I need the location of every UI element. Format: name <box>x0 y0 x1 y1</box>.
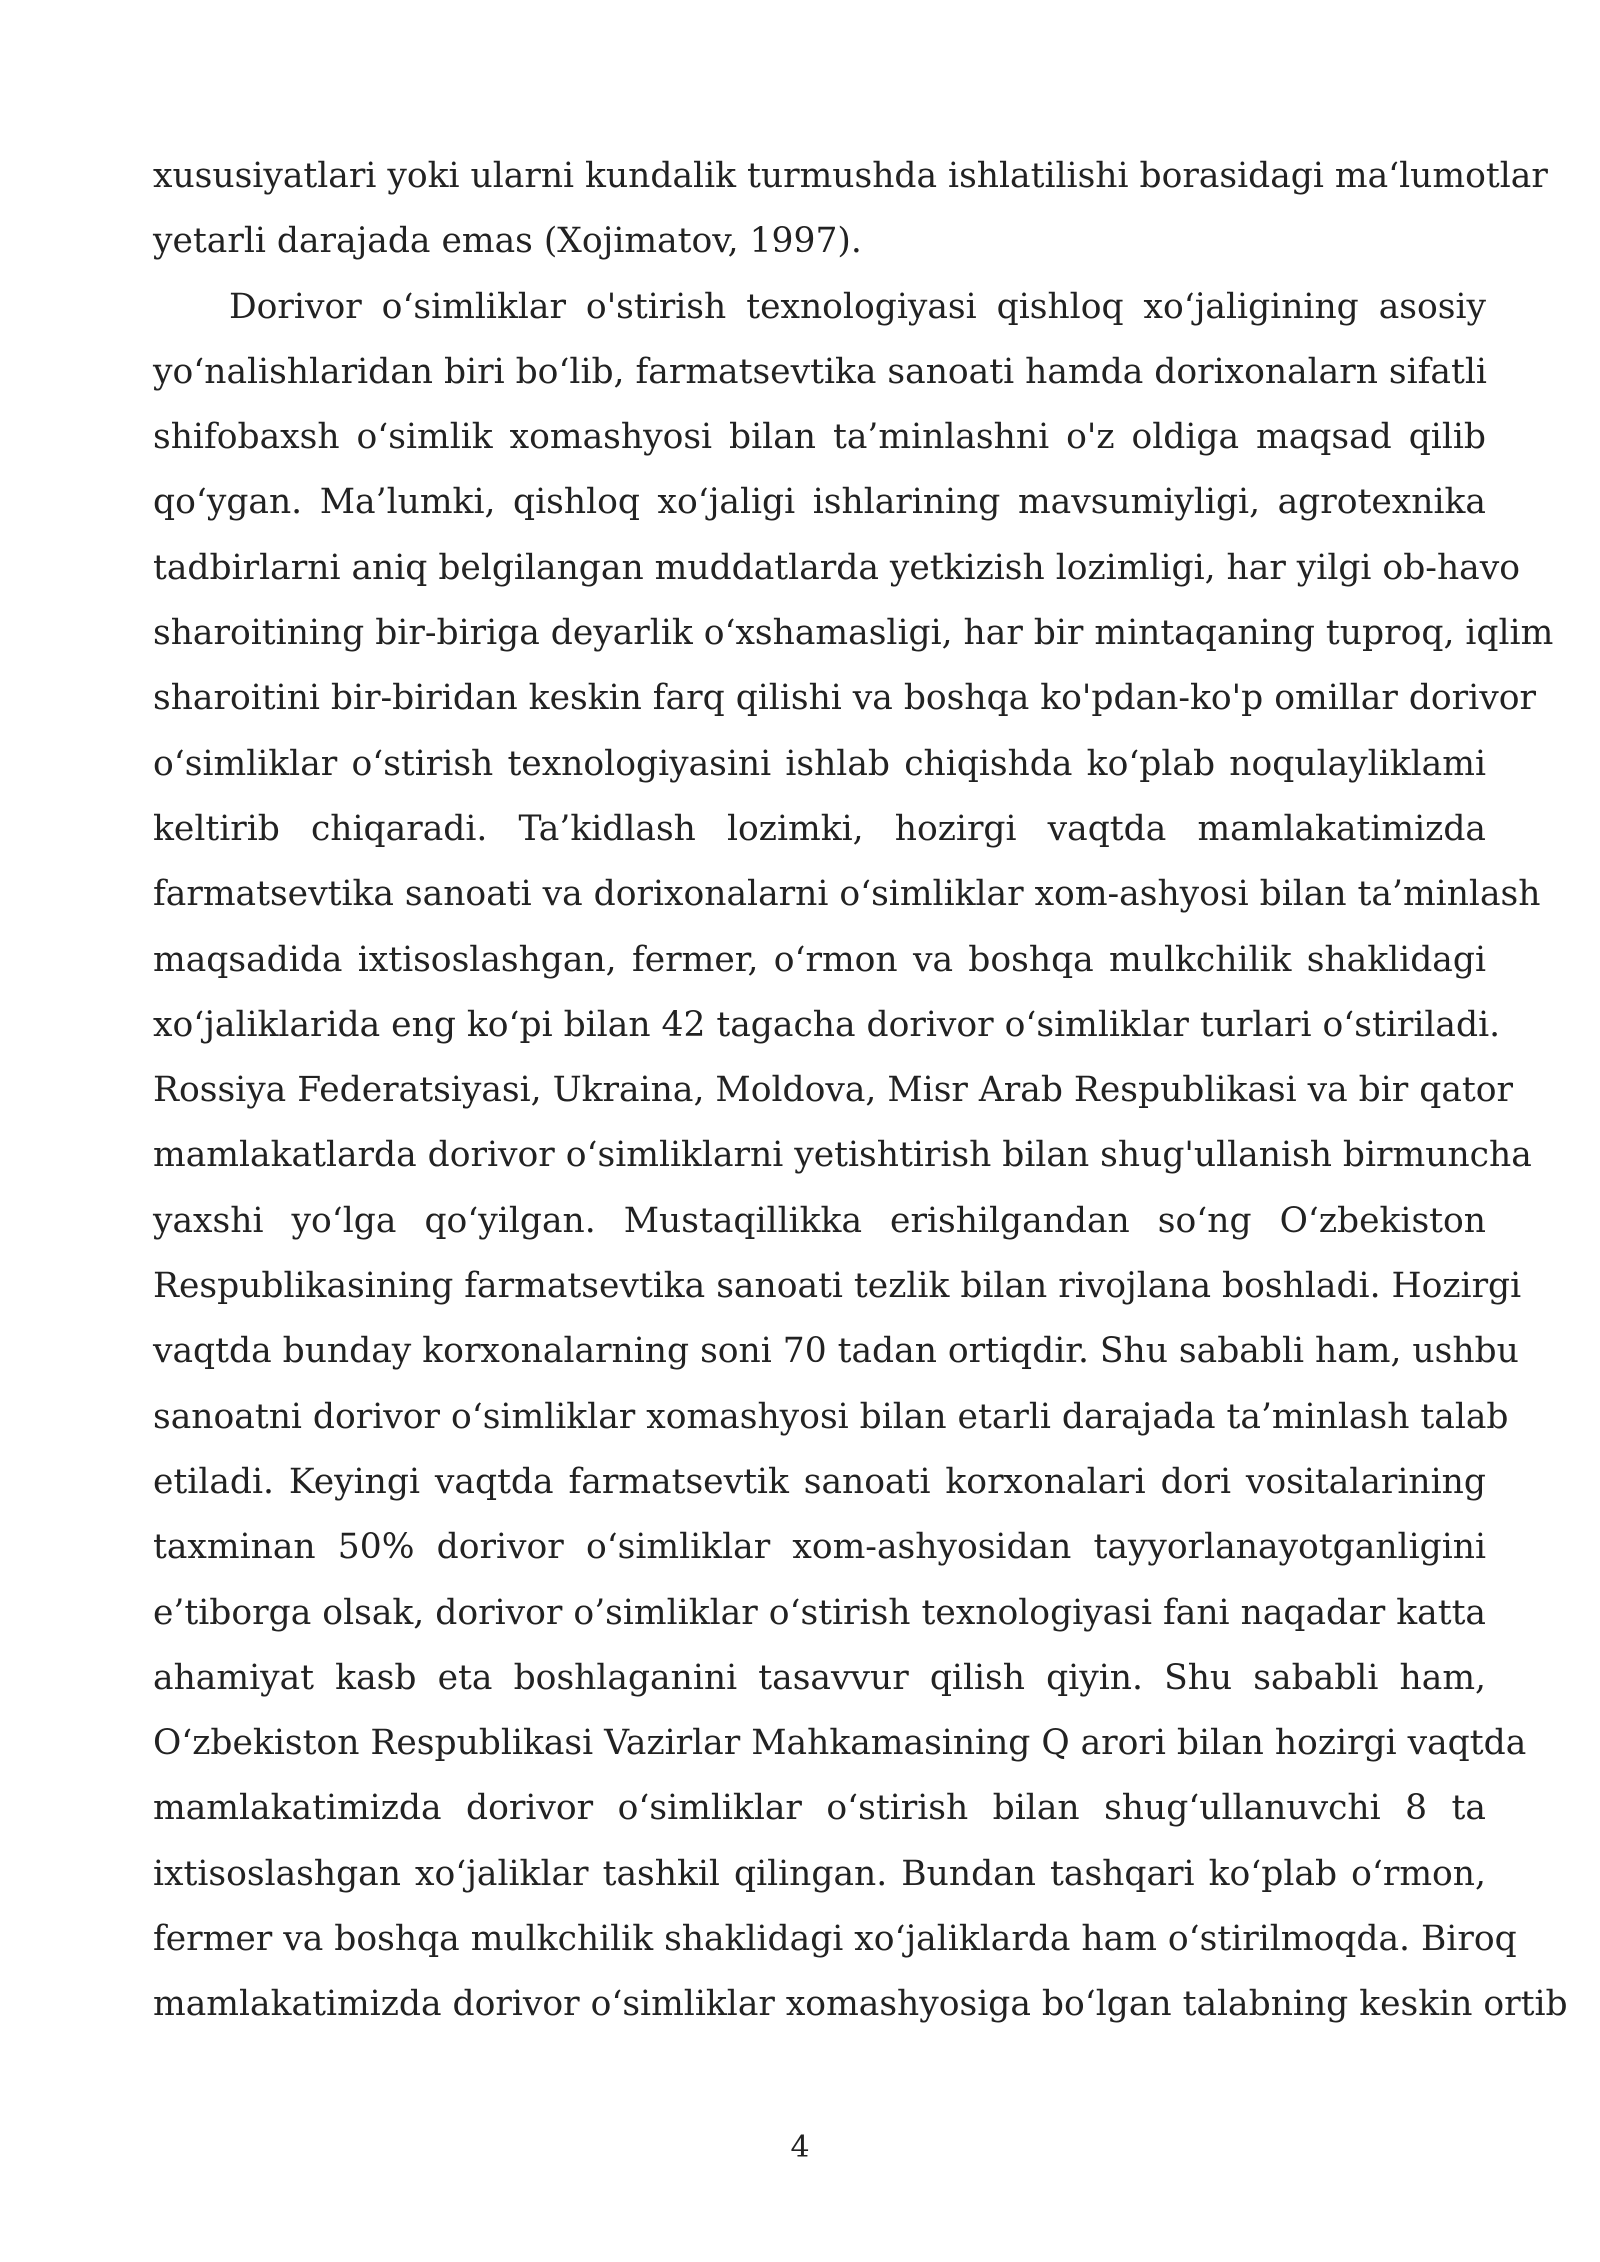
body-text <box>153 148 1568 2042</box>
text-line: ixtisoslashgan xo‘jaliklar tashkil qilingan. Bundan tashqari ko‘plab o‘rmon, <box>153 1853 1486 1894</box>
text-line: mamlakatlarda dorivor o‘simliklarni yetishtirish bilan shug'ullanish birmuncha <box>153 1135 1532 1176</box>
text-line: xo‘jaliklarida eng ko‘pi bilan 42 tagacha dorivor o‘simliklar turlari o‘stiriladi. <box>153 1004 1501 1045</box>
text-line: Dorivor o‘simliklar o'stirish texnologiyasi qishloq xo‘jaligining asosiy <box>229 286 1486 327</box>
text-line: Rossiya Federatsiyasi, Ukraina, Moldova, Misr Arab Respublikasi va bir qator <box>153 1070 1514 1111</box>
text-line: sharoitini bir-biridan keskin farq qilishi va boshqa ko'pdan-ko'p omillar dorivor <box>153 678 1536 719</box>
text-line: etiladi. Keyingi vaqtda farmatsevtik sanoati korxonalari dori vositalarining <box>153 1461 1486 1502</box>
text-line: tadbirlarni aniq belgilangan muddatlarda yetkizish lozimligi, har yilgi ob-havo <box>153 547 1520 588</box>
text-line: e’tiborga olsak, dorivor o’simliklar o‘stirish texnologiyasi fani naqadar katta <box>153 1592 1486 1633</box>
text-line: mamlakatimizda dorivor o‘simliklar xomashyosiga bo‘lgan talabning keskin ortib <box>153 1984 1568 2025</box>
text-line: keltirib chiqaradi. Ta’kidlash lozimki, hozirgi vaqtda mamlakatimizda <box>153 808 1486 849</box>
text-line: yo‘nalishlaridan biri bo‘lib, farmatsevtika sanoati hamda dorixonalarn sifatli <box>153 351 1487 392</box>
paragraph <box>153 279 1568 2042</box>
text-line: yetarli darajada emas (Xojimatov, 1997). <box>153 221 862 262</box>
text-line: maqsadida ixtisoslashgan, fermer, o‘rmon va boshqa mulkchilik shaklidagi <box>153 939 1486 980</box>
page-number: 4 <box>790 2130 810 2165</box>
text-line: o‘simliklar o‘stirish texnologiyasini ishlab chiqishda ko‘plab noqulayliklami <box>153 743 1486 784</box>
text-line: Respublikasining farmatsevtika sanoati tezlik bilan rivojlana boshladi. Hozirgi <box>153 1266 1522 1307</box>
text-line: vaqtda bunday korxonalarning soni 70 tadan ortiqdir. Shu sababli ham, ushbu <box>153 1331 1519 1372</box>
text-line: yaxshi yo‘lga qo‘yilgan. Mustaqillikka erishilgandan so‘ng O‘zbekiston <box>153 1200 1486 1241</box>
text-line: farmatsevtika sanoati va dorixonalarni o‘simliklar xom-ashyosi bilan ta’minlash <box>153 874 1541 915</box>
text-line: taxminan 50% dorivor o‘simliklar xom-ashyosidan tayyorlanayotganligini <box>153 1527 1486 1568</box>
text-line: shifobaxsh o‘simlik xomashyosi bilan ta’minlashni o'z oldiga maqsad qilib <box>153 417 1486 458</box>
paragraph <box>153 148 1548 279</box>
text-line: ahamiyat kasb eta boshlaganini tasavvur qilish qiyin. Shu sababli ham, <box>153 1657 1486 1698</box>
text-line: mamlakatimizda dorivor o‘simliklar o‘stirish bilan shug‘ullanuvchi 8 ta <box>153 1788 1486 1829</box>
text-line: sharoitining bir-biriga deyarlik o‘xshamasligi, har bir mintaqaning tuproq, iqlim <box>153 613 1554 654</box>
text-line: O‘zbekiston Respublikasi Vazirlar Mahkamasining Q arori bilan hozirgi vaqtda <box>153 1723 1527 1764</box>
text-line: xususiyatlari yoki ularni kundalik turmushda ishlatilishi borasidagi ma‘lumotlar <box>153 156 1548 196</box>
text-line: qo‘ygan. Ma’lumki, qishloq xo‘jaligi ishlarining mavsumiyligi, agrotexnika <box>153 482 1486 523</box>
text-line: fermer va boshqa mulkchilik shaklidagi xo‘jaliklarda ham o‘stirilmoqda. Biroq <box>153 1919 1517 1960</box>
text-line: sanoatni dorivor o‘simliklar xomashyosi bilan etarli darajada ta’minlash talab <box>153 1396 1509 1437</box>
